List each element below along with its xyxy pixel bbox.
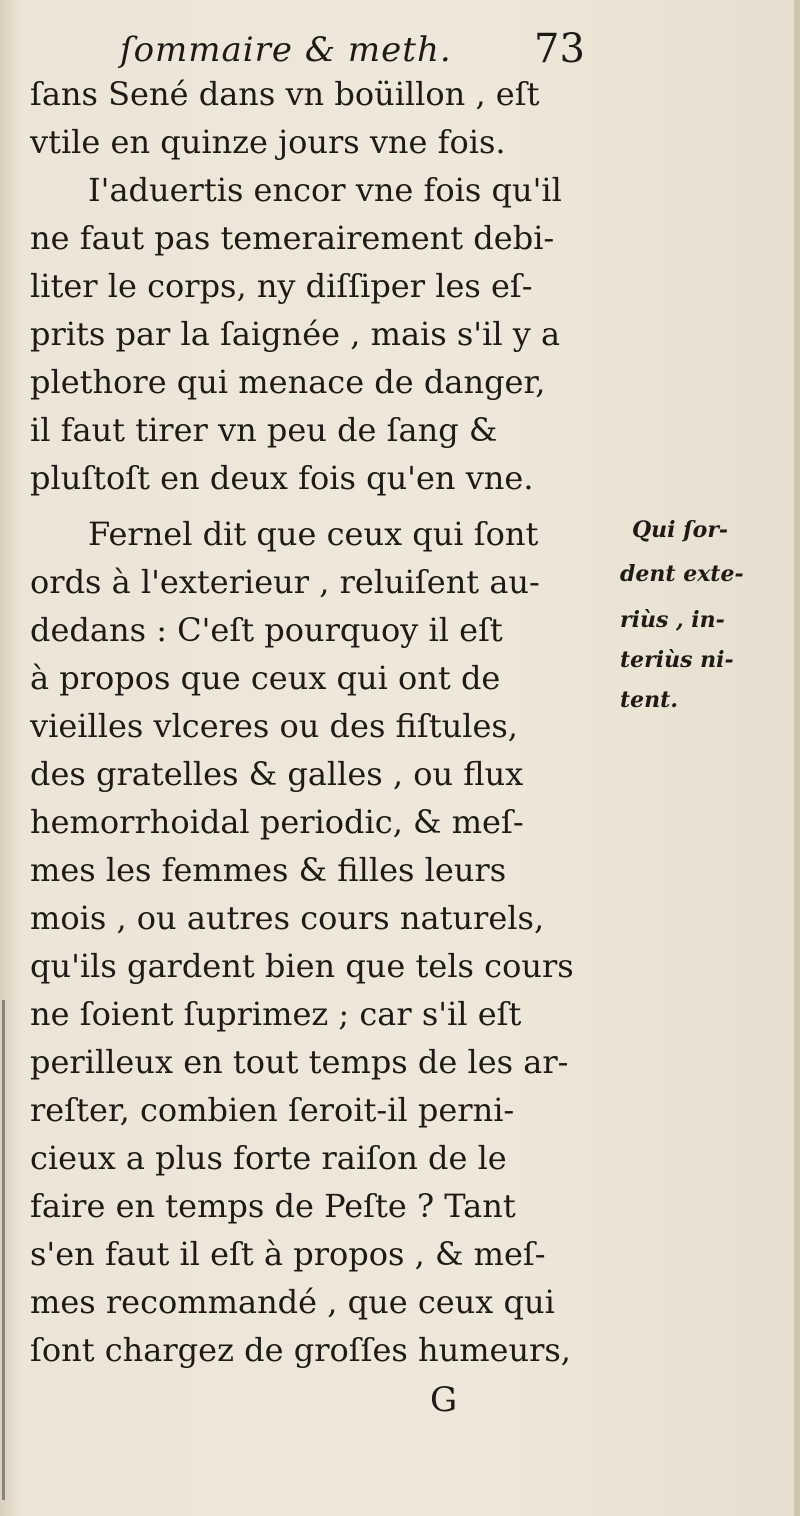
text-line: cieux a plus forte raiſon de le bbox=[30, 1139, 507, 1177]
text-line: liter le corps, ny diſſiper les eſ- bbox=[30, 267, 533, 305]
text-line: mois , ou autres cours naturels, bbox=[30, 899, 545, 937]
text-line: dedans : C'eſt pourquoy il eſt bbox=[30, 611, 503, 649]
running-title: ſommaire & meth. bbox=[120, 30, 452, 70]
text-line: ſont chargez de groſſes humeurs, bbox=[30, 1331, 571, 1369]
margin-note-line: dent exte- bbox=[620, 561, 744, 587]
text-line: vieilles vlceres ou des fiſtules, bbox=[30, 707, 518, 745]
signature-mark: G bbox=[430, 1380, 458, 1420]
text-line: Fernel dit que ceux qui ſont bbox=[88, 515, 539, 553]
text-line: hemorrhoidal periodic, & meſ- bbox=[30, 803, 524, 841]
text-line: ords à l'exterieur , reluiſent au- bbox=[30, 563, 540, 601]
text-line: reſter, combien ſeroit-il perni- bbox=[30, 1091, 515, 1129]
text-line: vtile en quinze jours vne fois. bbox=[30, 123, 506, 161]
text-line: des gratelles & galles , ou flux bbox=[30, 755, 524, 793]
text-line: perilleux en tout temps de les ar- bbox=[30, 1043, 569, 1081]
text-line: mes les femmes & filles leurs bbox=[30, 851, 507, 889]
margin-note-line: tent. bbox=[620, 687, 678, 713]
text-line: faire en temps de Peſte ? Tant bbox=[30, 1187, 516, 1225]
text-line: mes recommandé , que ceux qui bbox=[30, 1283, 555, 1321]
text-line: qu'ils gardent bien que tels cours bbox=[30, 947, 574, 985]
text-line: ne faut pas temerairement debi- bbox=[30, 219, 555, 257]
margin-note-line: teriùs ni- bbox=[620, 647, 734, 673]
text-line: I'aduertis encor vne fois qu'il bbox=[88, 171, 562, 209]
text-line: pluſtoſt en deux fois qu'en vne. bbox=[30, 459, 534, 497]
text-line: ſans Sené dans vn boüillon , eſt bbox=[30, 75, 540, 113]
text-line: s'en faut il eſt à propos , & meſ- bbox=[30, 1235, 546, 1273]
margin-note-line: riùs , in- bbox=[620, 607, 725, 633]
page-number: 73 bbox=[534, 26, 585, 72]
text-line: plethore qui menace de danger, bbox=[30, 363, 546, 401]
text-line: prits par la ſaignée , mais s'il y a bbox=[30, 315, 561, 353]
text-line: à propos que ceux qui ont de bbox=[30, 659, 501, 697]
text-line: il faut tirer vn peu de ſang & bbox=[30, 411, 498, 449]
text-line: ne ſoient ſuprimez ; car s'il eſt bbox=[30, 995, 522, 1033]
margin-note-line: Qui ſor- bbox=[632, 517, 729, 543]
binding-edge bbox=[2, 1000, 5, 1500]
